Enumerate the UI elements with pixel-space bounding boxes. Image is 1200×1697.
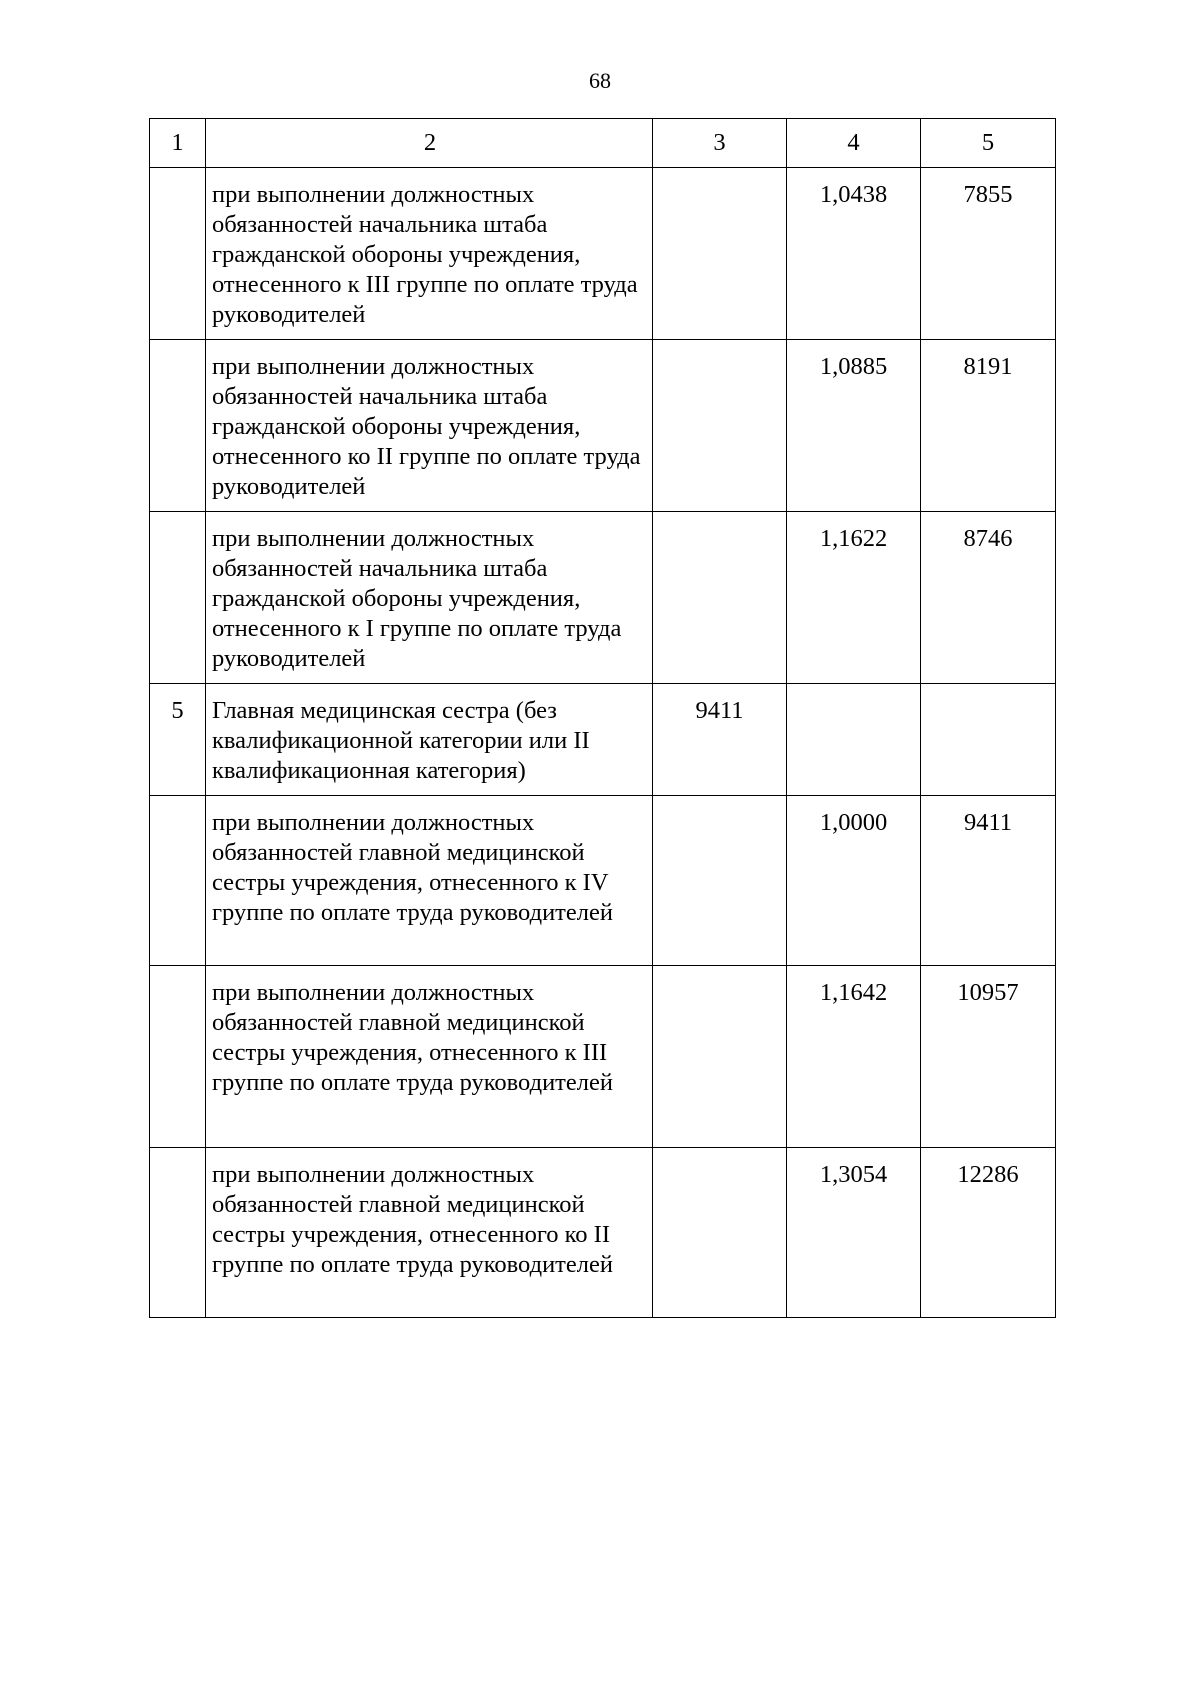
row-amount: 8191 [921, 340, 1056, 512]
row-description: при выполнении должностных обязанностей главной медицинской сестры учреждения, отнесенного к III группе по оплате труда руководителей [206, 966, 653, 1148]
table-row [150, 1148, 1056, 1318]
header-col-2: 2 [206, 119, 653, 168]
header-col-1: 1 [150, 119, 206, 168]
salary-table [149, 118, 1056, 1318]
row-salary [653, 512, 787, 684]
row-amount [921, 684, 1056, 796]
table-row [150, 966, 1056, 1148]
row-amount: 12286 [921, 1148, 1056, 1318]
row-description: при выполнении должностных обязанностей главной медицинской сестры учреждения, отнесенного ко II группе по оплате труда руководителей [206, 1148, 653, 1318]
row-description: при выполнении должностных обязанностей начальника штаба гражданской обороны учреждения, отнесенного к I группе по оплате труда руководителей [206, 512, 653, 684]
table-row [150, 168, 1056, 340]
table-header-row [150, 119, 1056, 168]
row-description: при выполнении должностных обязанностей начальника штаба гражданской обороны учреждения, отнесенного ко II группе по оплате труда руководителей [206, 340, 653, 512]
table-row [150, 684, 1056, 796]
table-row [150, 340, 1056, 512]
row-number [150, 796, 206, 966]
row-coefficient: 1,0438 [787, 168, 921, 340]
row-amount: 8746 [921, 512, 1056, 684]
row-salary [653, 340, 787, 512]
header-col-5: 5 [921, 119, 1056, 168]
row-number: 5 [150, 684, 206, 796]
row-number [150, 966, 206, 1148]
header-col-3: 3 [653, 119, 787, 168]
row-number [150, 340, 206, 512]
row-description: при выполнении должностных обязанностей начальника штаба гражданской обороны учреждения, отнесенного к III группе по оплате труда руководителей [206, 168, 653, 340]
row-coefficient: 1,3054 [787, 1148, 921, 1318]
row-number [150, 512, 206, 684]
row-number [150, 1148, 206, 1318]
row-coefficient: 1,0885 [787, 340, 921, 512]
row-salary [653, 966, 787, 1148]
row-salary: 9411 [653, 684, 787, 796]
row-salary [653, 168, 787, 340]
row-coefficient: 1,1642 [787, 966, 921, 1148]
row-coefficient: 1,1622 [787, 512, 921, 684]
page-number: 68 [589, 68, 611, 93]
row-amount: 10957 [921, 966, 1056, 1148]
row-description: Главная медицинская сестра (без квалификационной категории или II квалификационная категория) [206, 684, 653, 796]
row-coefficient: 1,0000 [787, 796, 921, 966]
row-number [150, 168, 206, 340]
row-amount: 7855 [921, 168, 1056, 340]
row-coefficient [787, 684, 921, 796]
table-row [150, 796, 1056, 966]
header-col-4: 4 [787, 119, 921, 168]
row-amount: 9411 [921, 796, 1056, 966]
row-salary [653, 1148, 787, 1318]
table-row [150, 512, 1056, 684]
row-description: при выполнении должностных обязанностей главной медицинской сестры учреждения, отнесенного к IV группе по оплате труда руководителей [206, 796, 653, 966]
row-salary [653, 796, 787, 966]
